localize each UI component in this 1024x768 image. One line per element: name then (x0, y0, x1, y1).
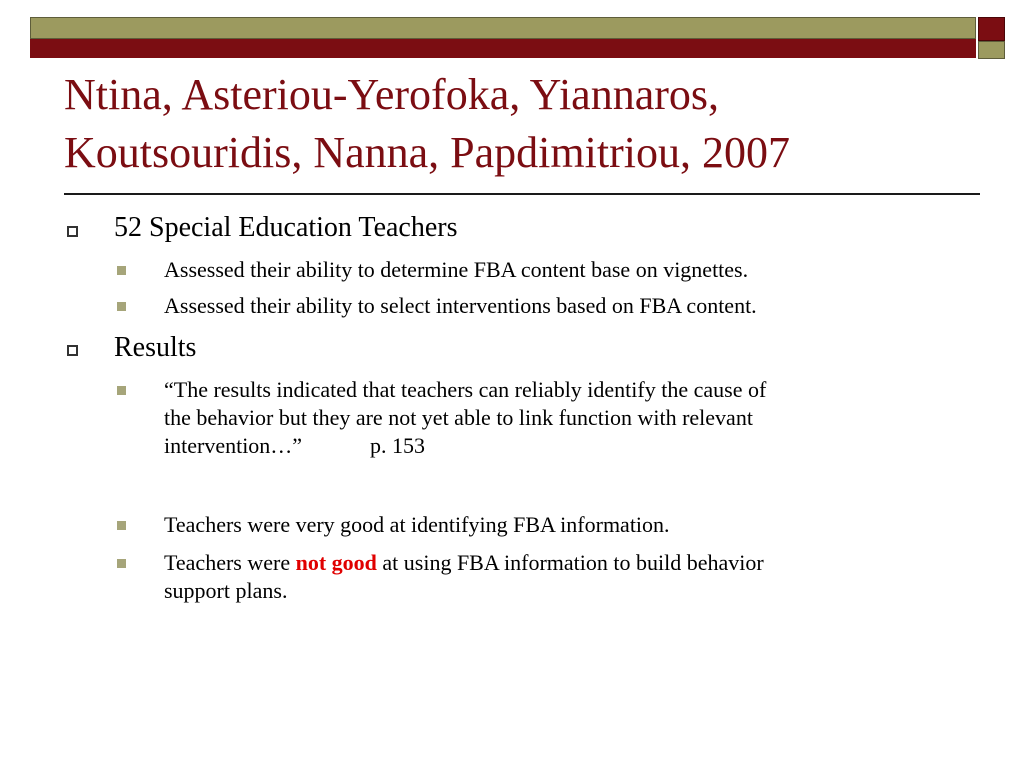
quote-line-1: “The results indicated that teachers can reliably identify the cause of (164, 377, 767, 402)
not-good-emphasis: not good (295, 550, 377, 575)
sub-bullet-determine: Assessed their ability to determine FBA content base on vignettes. (164, 257, 749, 282)
maroon-band (30, 39, 976, 58)
quote-page: p. 153 (370, 433, 425, 458)
slide-title (64, 66, 994, 182)
square-bullet-icon (117, 266, 126, 275)
not-good-before: Teachers were (164, 550, 296, 575)
bullet-teachers: 52 Special Education Teachers (114, 212, 458, 243)
sub-bullet-not-good (164, 549, 964, 605)
quote-line-3: intervention…” (164, 433, 303, 458)
square-bullet-icon (117, 521, 126, 530)
sub-bullet-very-good: Teachers were very good at identifying FBA information. (164, 512, 670, 537)
square-bullet-icon (117, 386, 126, 395)
bullet-results: Results (114, 332, 197, 363)
sub-bullet-select: Assessed their ability to select interventions based on FBA content. (164, 293, 757, 318)
corner-square-maroon (978, 17, 1005, 41)
not-good-line-2: support plans. (164, 578, 288, 603)
hollow-square-bullet-icon (67, 345, 78, 356)
square-bullet-icon (117, 302, 126, 311)
header-band (0, 0, 1024, 60)
title-divider (64, 193, 980, 195)
sub-bullet-quote (164, 376, 964, 460)
not-good-after: at using FBA information to build behavior (376, 550, 764, 575)
hollow-square-bullet-icon (67, 226, 78, 237)
slide-title-line-1: Ntina, Asteriou-Yerofoka, Yiannaros, (64, 70, 720, 119)
square-bullet-icon (117, 559, 126, 568)
corner-square-olive (978, 41, 1005, 59)
slide-title-line-2: Koutsouridis, Nanna, Papdimitriou, 2007 (64, 128, 790, 177)
olive-band (30, 17, 976, 39)
quote-line-2: the behavior but they are not yet able to link function with relevant (164, 405, 753, 430)
